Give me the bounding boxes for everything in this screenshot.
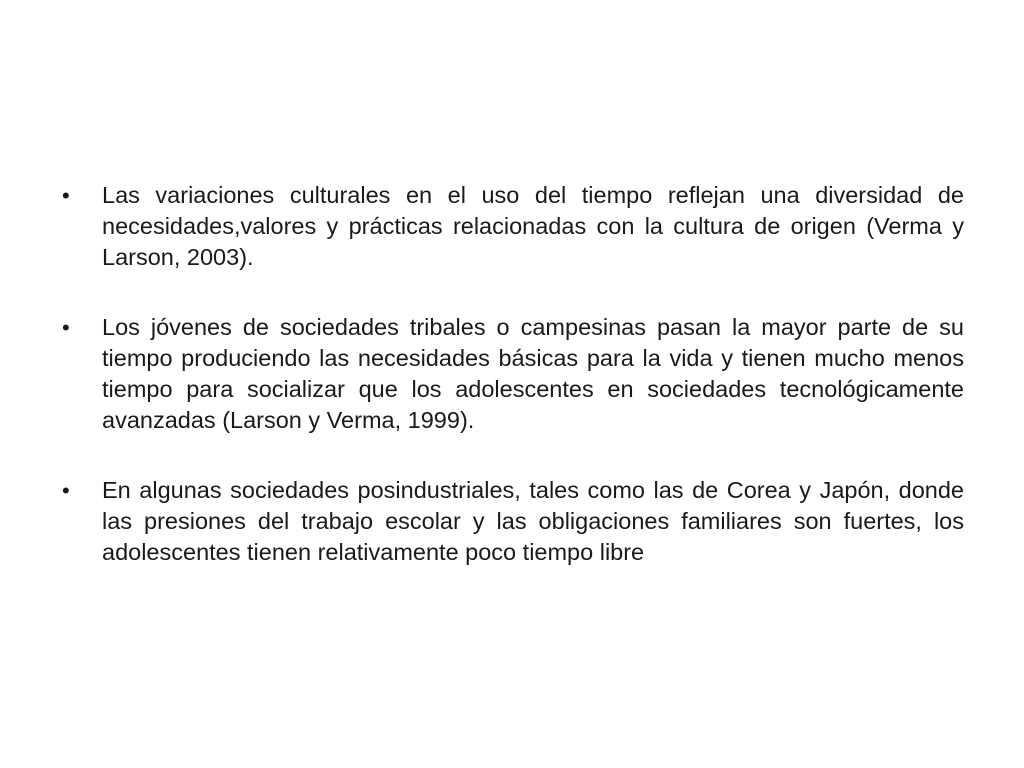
bullet-item xyxy=(62,475,964,568)
bullet-text: Las variaciones culturales en el uso del tiempo reflejan una diversidad de necesidades,valores y prácticas relacionadas con la cultura de origen (Verma y Larson, 2003). xyxy=(102,182,964,270)
bullet-list xyxy=(62,180,964,607)
bullet-icon: • xyxy=(62,315,70,340)
bullet-text: Los jóvenes de sociedades tribales o campesinas pasan la mayor parte de su tiempo produciendo las necesidades básicas para la vida y tienen mucho menos tiempo para socializar que los adolescentes en sociedades tecnológicamente avanzadas (Larson y Verma, 1999). xyxy=(102,314,964,433)
bullet-icon: • xyxy=(62,183,70,208)
bullet-icon: • xyxy=(62,478,70,503)
bullet-item xyxy=(62,312,964,436)
bullet-text: En algunas sociedades posindustriales, tales como las de Corea y Japón, donde las presiones del trabajo escolar y las obligaciones familiares son fuertes, los adolescentes tienen relativamente poco tiempo libre xyxy=(102,477,964,565)
bullet-item xyxy=(62,180,964,273)
